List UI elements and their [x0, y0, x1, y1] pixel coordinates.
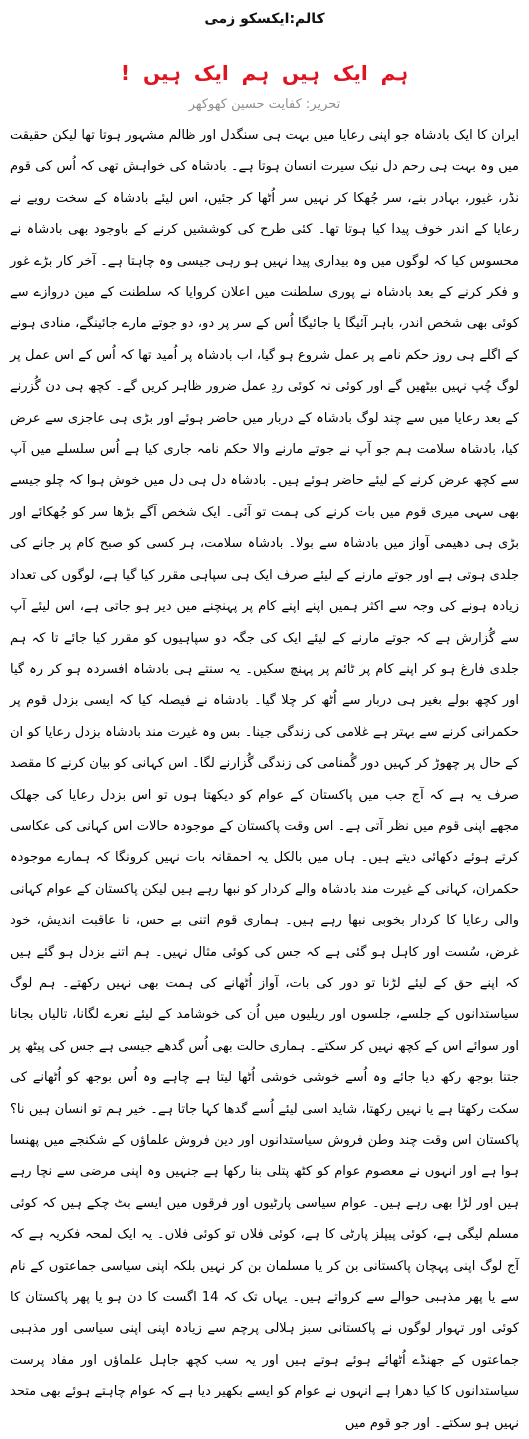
byline: تحریر: کفایت حسین کھوکھر	[188, 97, 341, 112]
headline: ہم ایک ہیں ہم ایک ہیں !	[120, 61, 409, 85]
column-label: کالم:ایکسکو زمی	[204, 11, 325, 27]
article-body: ایران کا ایک بادشاہ جو اپنی رعایا میں بہت ہی سنگدل اور ظالم مشہور ہوتا تھا لیکن حقیقت میں وہ بہت ہی رحم دل نیک سیرت انسان ہوتا ہے۔ بادشاہ کی خواہش تھی کہ اُس کی قوم نڈر، غیور، بہادر بنے، سر جُھکا کر نہیں سر اُٹھا کر جئیں، اس لیئے بادشاہ کے سخت رویے نے رعایا کے اندر خوف پیدا کیا ہوتا تھا۔ کئی طرح کی کوششیں کرنے کے باوجود بھی بادشاہ نے محسوس کیا کہ لوگوں میں وہ بیداری پیدا نہیں ہو رہی جیسی وہ چاہتا ہے۔ آخر کار بڑے غور و فکر کرنے کے بعد بادشاہ نے پوری سلطنت میں اعلان کروایا کہ سلطنت کے مین دروازے سے کوئی بھی شخص اندر، باہر آئیگا یا جائیگا اُس کے سر پر دو، دو جوتے مارے جائینگے، منادی ہونے کے اگلے ہی روز حکم نامے پر عمل شروع ہو گیا، اب بادشاہ پر اُمید تھا کہ اُس کے اس عمل پر لوگ چُپ نہیں بیٹھیں گے اور کوئی نہ کوئی ردِ عمل ضرور ظاہر کریں گے۔ کچھ ہی دن گُزرنے کے بعد رعایا میں سے چند لوگ بادشاہ کے دربار میں حاضر ہوئے اور بڑی ہی عاجزی سے عرض کیا، بادشاہ سلامت ہم جو آپ نے جوتے مارنے والا حکم نامہ جاری کیا ہے اُس سلسلے میں آپ سے کچھ عرض کرنے کے لیئے حاضر ہوئے ہیں۔ بادشاہ دل ہی دل میں خوش ہوا کہ چلو جیسے بھی سہی میری قوم میں بات کرنے کی ہمت تو آئی۔ ایک شخص آگے بڑھا سر کو جُھکائے اور بڑی ہی دھیمی آواز میں بادشاہ سے بولا۔ بادشاہ سلامت، ہر کسی کو صبح کام پر جانے کی جلدی ہوتی ہے اور جوتے مارنے کے لیئے صرف ایک ہی سپاہی مقرر کیا گیا ہے، لوگوں کی تعداد زیادہ ہونے کی وجہ سے اکثر ہمیں اپنے اپنے کام پر پہنچنے میں دیر ہو جاتی ہے، اس لیئے آپ سے گُزارش ہے کہ جوتے مارنے کے لیئے ایک کی جگہ دو سپاہیوں کو مقرر کیا جائے تا کہ ہم جلدی فارغ ہو کر اپنے کام پر ٹائم پر پہنچ سکیں۔ یہ سنتے ہی بادشاہ افسردہ ہو کر رہ گیا اور کچھ بولے بغیر ہی دربار سے اُٹھ کر چلا گیا۔ بادشاہ نے فیصلہ کیا کہ ایسی بزدل قوم پر حکمرانی کرنے سے بہتر ہے غلامی کی زندگی جینا۔ بس وہ غیرت مند بادشاہ بزدل رعایا کو ان کے حال پر چھوڑ کر کہیں دور گُمنامی کی زندگی گُزارنے لگا۔ اس کہانی کو بیان کرنے کا مقصد صرف یہ ہے کہ آج جب میں پاکستان کے عوام کو دیکھتا ہوں تو اس بزدل رعایا کی جھلک مجھے اپنی قوم میں نظر آتی ہے۔ اس وقت پاکستان کے موجودہ حالات اس کہانی کی عکاسی کرتے ہوئے دکھائی دیتے ہیں۔ ہاں میں بالکل یہ احمقانہ بات نہیں کرونگا کہ ہمارے موجودہ حکمران، کہانی کے غیرت مند بادشاہ والے کردار کو نبھا رہے ہیں لیکن پاکستان کے عوام کہانی والی رعایا کا کردار بخوبی نبھا رہے ہیں۔ ہماری قوم اتنی بے حس، نا عاقبت اندیش، خود غرض، سُست اور کاہل ہو گئی ہے کہ جس کی کوئی مثال نہیں۔ ہم اتنے بزدل ہو گئے ہیں کہ اپنے حق کے لیئے لڑنا تو دور کی بات، آواز اُٹھانے کی ہمت بھی نہیں رکھتے۔ ہم لوگ سیاستدانوں کے جلسے، جلسوں اور ریلیوں میں اُن کی خوشامد کے لیئے نعرے لگانا، تالیاں بجانا اور سوائے اس کے کچھ نہیں کر سکتے۔ ہماری حالت بھی اُس گدھے جیسی ہے جس کی پیٹھ پر جتنا بوجھ رکھ دیا جائے وہ اُسے خوشی خوشی اُٹھا لیتا ہے چاہے وہ اُس بوجھ کو اُٹھانے کی سکت رکھتا ہے یا نہیں رکھتا، شاید اسی لیئے اُسے گدھا کہا جاتا ہے۔ خیر ہم تو انسان ہیں نا؟ پاکستان اس وقت چند وطن فروش سیاستدانوں اور دین فروش علماؤں کے شکنجے میں پھنسا ہوا ہے اور انہوں نے معصوم عوام کو کٹھ پتلی بنا رکھا ہے جنہیں وہ اپنی مرضی سے نچا رہے ہیں اور لڑا بھی رہے ہیں۔ عوام سیاسی پارٹیوں اور فرقوں میں ایسے بٹ چکے ہیں کہ کوئی مسلم لیگی ہے، کوئی پیپلز پارٹی کا ہے، کوئی فلاں تو کوئی فلاں۔ یہ ایک لمحہ فکریہ ہے کہ آج لوگ اپنی پہچان پاکستانی بن کر یا مسلمان بن کر نہیں بلکہ اپنی سیاسی جماعتوں کے نام سے یا پھر مذہبی حوالے سے کرواتے ہیں۔ یہاں تک کہ 14 اگست کا دن ہو یا پھر پاکستان کا کوئی اور تہوار لوگوں نے پاکستانی سبز ہلالی پرچم سے زیادہ اپنی اپنی سیاسی اور مذہبی جماعتوں کے جھنڈے اُٹھائے ہوئے ہوتے ہیں اور یہ سب کچھ جاہل علماؤں اور مفاد پرست سیاستدانوں کا کیا دھرا ہے انہوں نے عوام کو ایسے بکھیر دیا ہے کہ عوام چاہتے ہوئے بھی متحد نہیں ہو سکتے۔ اور جو قوم میں	[10, 128, 519, 1431]
